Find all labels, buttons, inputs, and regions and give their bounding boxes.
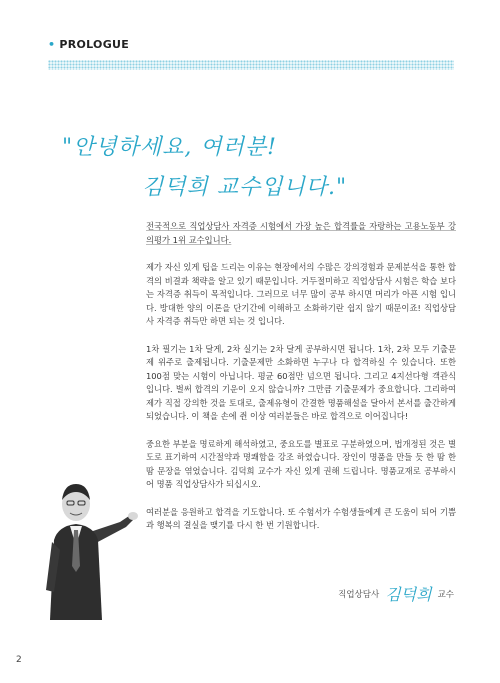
author-signature [338, 582, 454, 605]
prologue-body [146, 220, 456, 547]
header-title: PROLOGUE [59, 38, 130, 51]
author-portrait [28, 470, 140, 620]
paragraph: 제가 자신 있게 팁을 드리는 이유는 현장에서의 수많은 강의경험과 문제분석을 통한 합격의 비결과 책략을 알고 있기 때문입니다. 거두절미하고 직업상담사 시험은 학습 보다는 자격증 취득이 목적입니다. 그러므로 너무 많이 공부 하시면 머리가 아픈 시험 입니다. 방대한 양의 이론을 단기간에 이해하고 소화하기란 쉽지 않기 때문이죠! 직업상담사 자격증 취득만 하면 되는 것 입니다. [146, 262, 456, 326]
paragraph: 여러분을 응원하고 합격을 기도합니다. 또 수험서가 수험생들에게 큰 도움이 되어 기쁨과 행복의 결실을 맺기를 다시 한 번 기원합니다. [146, 506, 456, 530]
signature-suffix: 교수 [437, 589, 454, 600]
section-header [48, 38, 129, 51]
paragraph: 중요한 부분을 명료하게 해석하였고, 중요도를 별표로 구분하였으며, 법개정된 것은 별도로 표기하여 시간절약과 명쾌함을 강조 하였습니다. 장인이 명품을 만들 듯 한 땀 한 땀 문장을 엮었습니다. 김덕희 교수가 자신 있게 권해 드립니다. 명품교재로 공부하시어 명품 직업상담사가 되십시오. [146, 438, 456, 489]
signature-name: 김덕희 [385, 585, 432, 604]
dotted-divider [48, 60, 454, 70]
paragraph-intro: 전국적으로 직업상담사 자격증 시험에서 가장 높은 합격률을 자랑하는 고용노동부 강의평가 1위 교수입니다. [146, 221, 456, 245]
header-bullet: • [48, 38, 56, 51]
greeting-handwriting [62, 128, 347, 208]
paragraph: 1차 필기는 1차 달게, 2차 실기는 2차 달게 공부하시면 됩니다. 1차, 2차 모두 기출문제 위주로 출제됩니다. 기출문제만 소화하면 누구나 다 합격하실 수 있습니다. 또한 100점 맞는 시험이 아닙니다. 평균 60점만 넘으면 됩니다. 그리고 4지선다형 객관식입니다. 벌써 합격의 기운이 오지 않습니까? 그만큼 기출문제가 중요합니다. 그리하여 제가 직접 강의한 것을 토대로, 출제유형이 간결한 명품해설을 달아서 본서를 출간하게 되었습니다. 이 책을 손에 쥔 이상 여러분들은 바로 합격으로 이어집니다! [146, 343, 456, 421]
page-number: 2 [16, 655, 22, 665]
greeting-line-1: "안녕하세요, 여러분! [62, 135, 277, 160]
signature-title: 직업상담사 [338, 589, 380, 600]
greeting-line-2: 김덕희 교수입니다." [142, 175, 348, 200]
